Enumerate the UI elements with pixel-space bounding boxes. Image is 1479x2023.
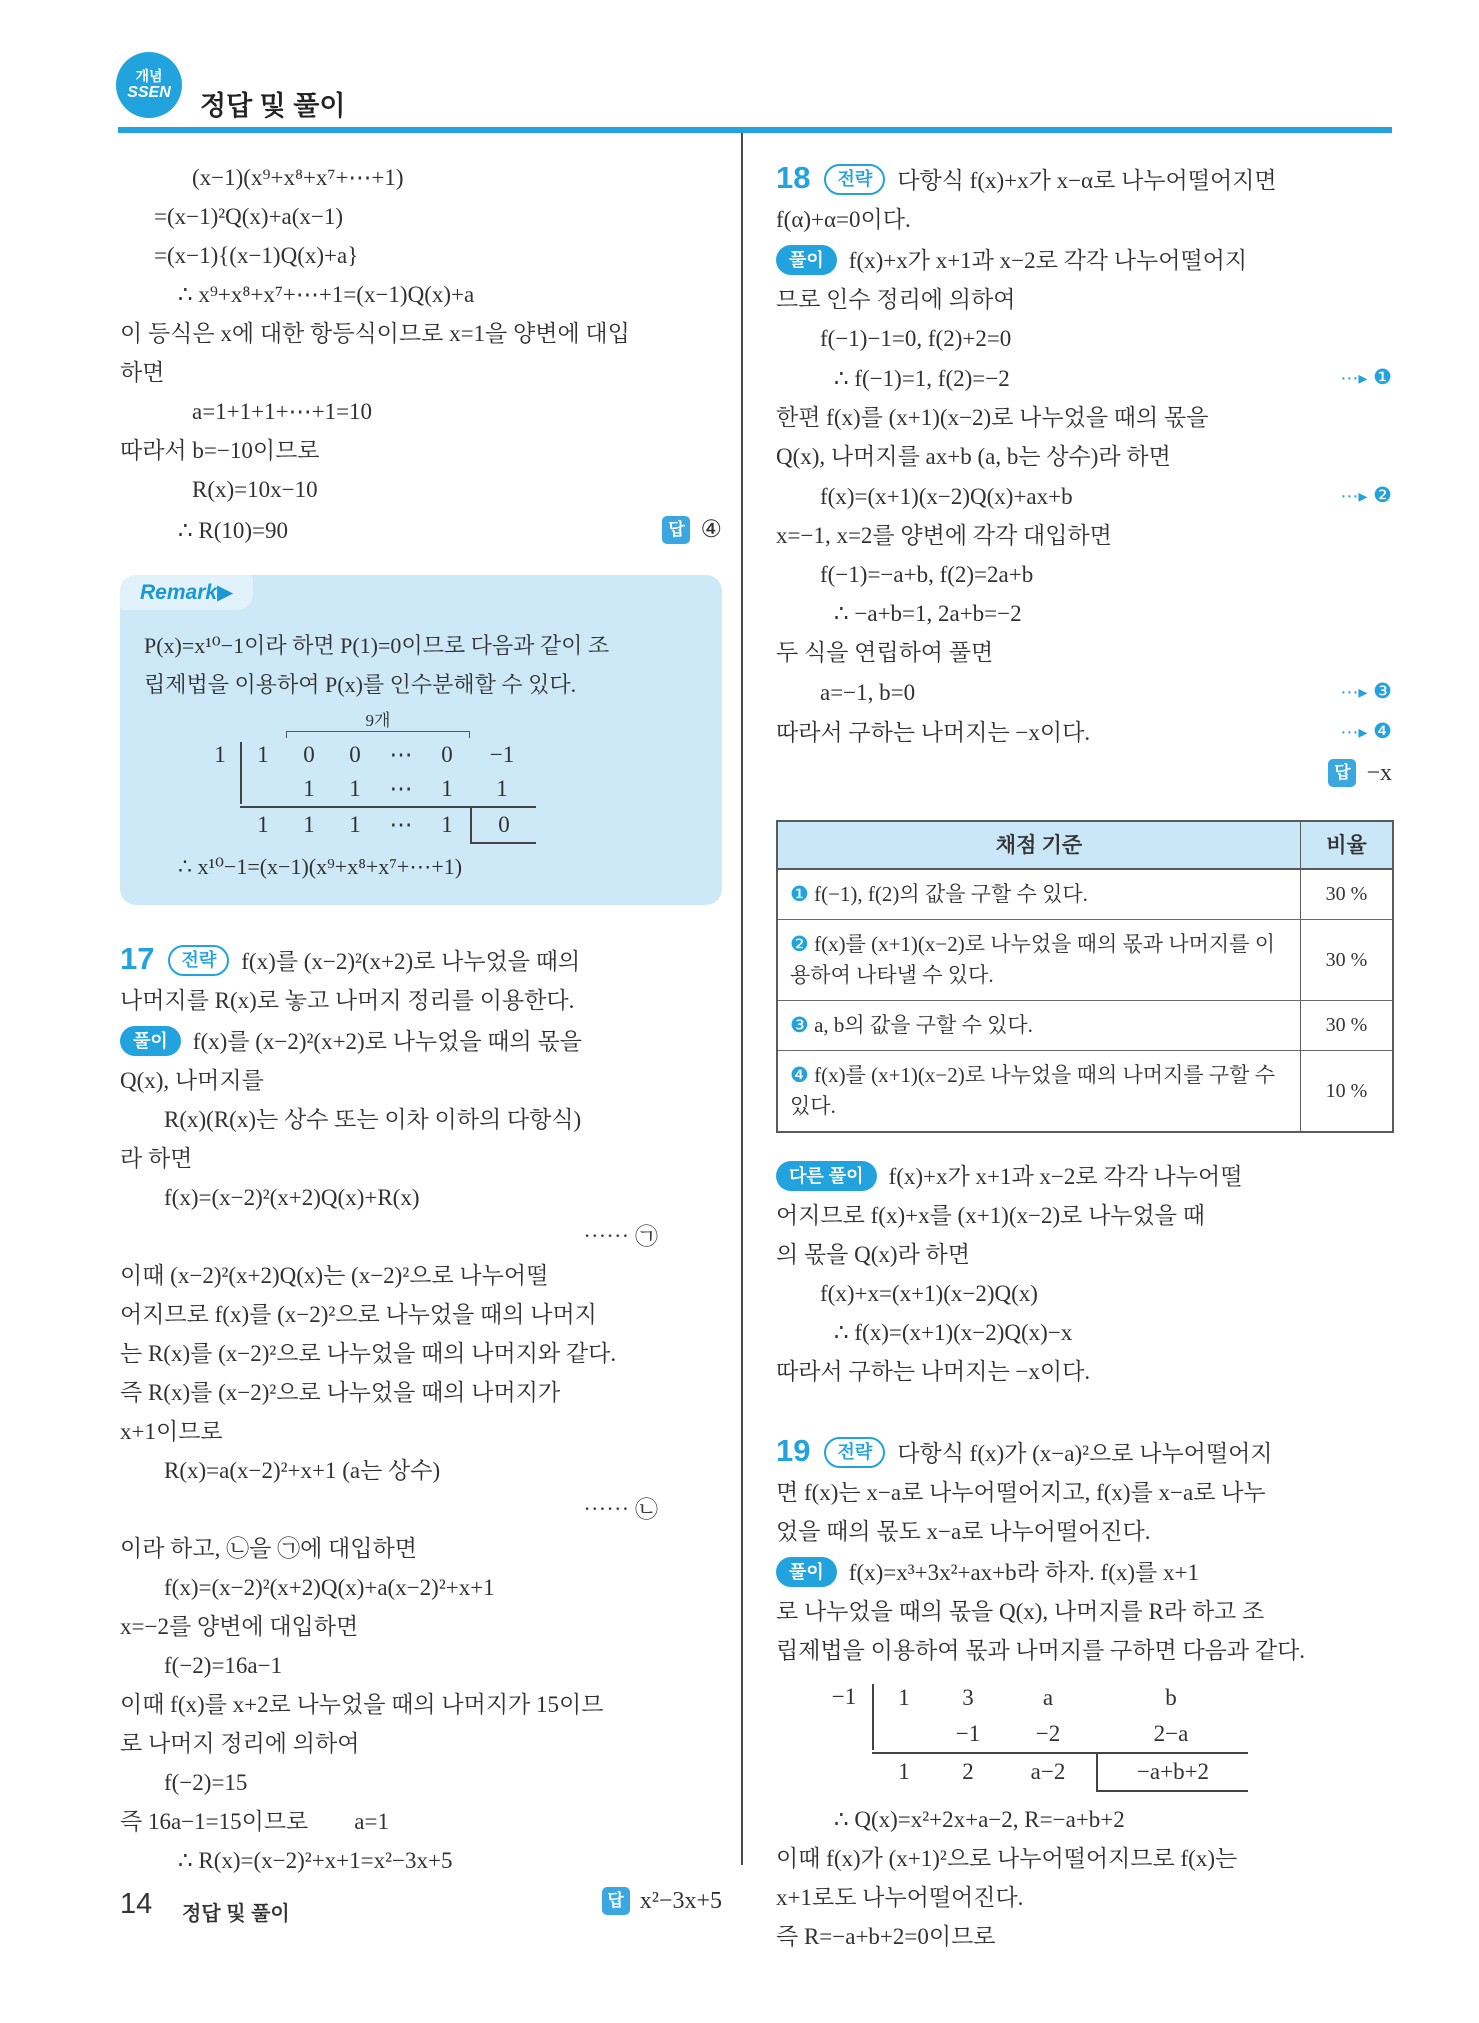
problem-number: 19 (776, 1433, 811, 1468)
solution-16-continued (120, 158, 722, 551)
strategy-badge: 전략 (824, 164, 885, 195)
synthetic-cell: 0 (349, 742, 361, 767)
synthetic-divisor: 1 (214, 742, 226, 767)
synthetic-cell: −1 (489, 742, 515, 767)
math-line: ∴ −a+b=1, 2a+b=−2 (834, 601, 1022, 626)
text-line: 어지므로 f(x)를 (x−2)²으로 나누었을 때의 나머지 (120, 1302, 597, 1327)
synthetic-cell: ⋯ (389, 776, 413, 801)
circled-number-icon: ❹ (790, 1063, 809, 1087)
scored-line (776, 712, 1392, 752)
problem-19 (776, 1431, 1392, 1956)
synthetic-remainder-cell: −a+b+2 (1096, 1754, 1248, 1792)
math-line: =(x−1){(x−1)Q(x)+a} (154, 243, 359, 268)
text-line: 는 R(x)를 (x−2)²으로 나누었을 때의 나머지와 같다. (120, 1341, 617, 1366)
text-line: 므로 인수 정리에 의하여 (776, 287, 1016, 312)
synthetic-cell: 1 (441, 812, 453, 837)
text-line: 따라서 구하는 나머지는 −x이다. (776, 719, 1091, 745)
text-line: 한편 f(x)를 (x+1)(x−2)로 나누었을 때의 몫을 (776, 405, 1209, 430)
problem-heading (776, 158, 1392, 200)
score-marker (1340, 358, 1392, 398)
text-line: 하면 (120, 360, 165, 385)
criteria-text: f(−1), f(2)의 값을 구할 수 있다. (814, 882, 1088, 906)
reference-mark: ⋯⋯ ㉡ (583, 1497, 658, 1522)
circled-number-icon: ❷ (790, 932, 809, 956)
synthetic-cell: 1 (257, 742, 269, 767)
reference-mark: ⋯⋯ ㉠ (583, 1224, 658, 1249)
synthetic-cell: b (1165, 1685, 1177, 1710)
strategy-badge: 전략 (168, 945, 229, 976)
remark-text-line: 립제법을 이용하여 P(x)를 인수분해할 수 있다. (144, 672, 577, 697)
text-line: 면 f(x)는 x−a로 나누어떨어지고, f(x)를 x−a로 나누 (776, 1480, 1266, 1505)
alt-solution-first-line (776, 1157, 1392, 1196)
synthetic-row-3 (240, 806, 536, 844)
synthetic-cell: 1 (349, 776, 361, 801)
criteria-text: f(x)를 (x+1)(x−2)로 나누었을 때의 몫과 나머지를 이용하여 나타낼 수 있다. (790, 932, 1276, 987)
problem-18 (776, 158, 1392, 794)
synthetic-division-p19 (816, 1680, 1248, 1792)
synthetic-cell: 1 (898, 1759, 910, 1784)
math-line: ∴ R(10)=90 (178, 517, 289, 543)
math-line: f(x)+x=(x+1)(x−2)Q(x) (820, 1281, 1038, 1306)
synthetic-cell: 1 (257, 812, 269, 837)
solution-first-line (120, 1022, 722, 1061)
answer-value: ④ (700, 517, 722, 543)
ratio-cell: 30 % (1300, 1001, 1392, 1050)
math-line: f(x)=(x−2)²(x+2)Q(x)+R(x) (164, 1185, 420, 1210)
strategy-badge: 전략 (824, 1437, 885, 1468)
text-line: 이때 f(x)를 x+2로 나누었을 때의 나머지가 15이므 (120, 1692, 604, 1717)
synthetic-row-1 (816, 1680, 1248, 1716)
brand-logo-top-text: 개념 (135, 68, 163, 84)
criteria-cell (778, 920, 1300, 1000)
table-row (778, 1051, 1392, 1131)
answer (776, 752, 1392, 794)
synthetic-cell (872, 1716, 936, 1752)
answer-value: x²−3x+5 (639, 1888, 722, 1914)
score-marker (1340, 476, 1392, 516)
criteria-text: a, b의 값을 구할 수 있다. (814, 1013, 1033, 1037)
text-line: 라 하면 (120, 1146, 193, 1171)
synthetic-cell: 1 (898, 1685, 910, 1710)
solution-first-line (776, 1553, 1392, 1592)
math-line: ∴ f(−1)=1, f(2)=−2 (834, 365, 1010, 391)
result-line (120, 509, 722, 551)
math-line: f(x)=(x+1)(x−2)Q(x)+ax+b (820, 483, 1073, 509)
table-row (778, 920, 1392, 1001)
math-line: f(−2)=15 (164, 1770, 248, 1795)
circled-number-icon: ❶ (790, 882, 809, 906)
remark-title: Remark▶ (120, 575, 253, 610)
synthetic-cell: 1 (303, 812, 315, 837)
math-line: f(−1)=−a+b, f(2)=2a+b (820, 562, 1034, 587)
problem-number: 18 (776, 160, 811, 195)
synthetic-cell: 2 (962, 1759, 974, 1784)
scored-line (776, 672, 1392, 712)
answer-badge: 답 (602, 1887, 630, 1915)
text-line: 로 나누었을 때의 몫을 Q(x), 나머지를 R라 하고 조 (776, 1599, 1265, 1624)
text-line: 었을 때의 몫도 x−a로 나누어떨어진다. (776, 1519, 1151, 1544)
circled-number-icon: ❹ (1373, 719, 1392, 743)
text-line: 두 식을 연립하여 풀면 (776, 640, 994, 665)
ratio-header: 비율 (1300, 822, 1392, 868)
scored-line (776, 476, 1392, 516)
remark-box (120, 575, 722, 905)
synthetic-vertical-bar (872, 1684, 874, 1750)
synthetic-vertical-bar (240, 742, 242, 804)
text-line: 이라 하고, ㉡을 ㉠에 대입하면 (120, 1536, 417, 1561)
strategy-text: f(x)를 (x−2)²(x+2)로 나누었을 때의 (241, 949, 581, 974)
synthetic-divisor: −1 (831, 1684, 857, 1709)
dotted-arrow-icon: ⋯▸ (1340, 486, 1368, 507)
count-brace (286, 711, 470, 738)
right-column (776, 158, 1392, 1956)
table-row (778, 870, 1392, 920)
text-line: Q(x), 나머지를 ax+b (a, b는 상수)라 하면 (776, 444, 1171, 469)
answer (662, 509, 722, 551)
score-marker (1340, 712, 1392, 752)
text-line: 이 등식은 x에 대한 항등식이므로 x=1을 양변에 대입 (120, 321, 630, 346)
synthetic-cell: a (1042, 1685, 1054, 1710)
text-line: 즉 16a−1=15이므로 a=1 (120, 1809, 389, 1834)
text-line: x+1로도 나누어떨어진다. (776, 1885, 1024, 1910)
ratio-cell: 30 % (1300, 920, 1392, 1000)
criteria-header: 채점 기준 (995, 833, 1083, 857)
table-row (778, 1001, 1392, 1051)
alt-solution-text: f(x)+x가 x+1과 x−2로 각각 나누어떨 (888, 1164, 1243, 1189)
score-marker (1340, 672, 1392, 712)
footer-label: 정답 및 풀이 (182, 1903, 290, 1925)
solution-badge: 풀이 (776, 245, 837, 275)
text-line: f(α)+α=0이다. (776, 207, 911, 232)
problem-heading (776, 1431, 1392, 1473)
column-divider (741, 133, 743, 1865)
solution-badge: 풀이 (120, 1026, 181, 1056)
math-line: R(x)=a(x−2)²+x+1 (a는 상수) (164, 1458, 441, 1483)
solution-text: f(x)를 (x−2)²(x+2)로 나누었을 때의 몫을 (192, 1029, 582, 1054)
solution-first-line (776, 241, 1392, 280)
math-line: ∴ x⁹+x⁸+x⁷+⋯+1=(x−1)Q(x)+a (178, 282, 475, 307)
text-line: 따라서 구하는 나머지는 −x이다. (776, 1359, 1091, 1384)
synthetic-row-3 (872, 1752, 1248, 1792)
circled-number-icon: ❶ (1373, 365, 1392, 389)
synthetic-cell: 1 (303, 776, 315, 801)
dotted-arrow-icon: ⋯▸ (1340, 368, 1368, 389)
math-line: a=−1, b=0 (820, 679, 916, 705)
synthetic-cell: 0 (303, 742, 315, 767)
text-line: 로 나머지 정리에 의하여 (120, 1731, 360, 1756)
grading-table (776, 820, 1394, 1133)
math-line: R(x)(R(x)는 상수 또는 이차 이하의 다항식) (164, 1107, 582, 1132)
scored-line (776, 358, 1392, 398)
page-title: 정답 및 풀이 (200, 91, 346, 121)
synthetic-cell: ⋯ (389, 742, 413, 767)
math-line: R(x)=10x−10 (192, 477, 318, 502)
synthetic-cell: 1 (441, 776, 453, 801)
answer-value: −x (1366, 760, 1392, 786)
text-line: 나머지를 R(x)로 놓고 나머지 정리를 이용한다. (120, 988, 575, 1013)
dotted-arrow-icon: ⋯▸ (1340, 682, 1368, 703)
text-line: 의 몫을 Q(x)라 하면 (776, 1242, 970, 1267)
text-line: x=−1, x=2를 양변에 각각 대입하면 (776, 523, 1112, 548)
problem-heading (120, 939, 722, 981)
ratio-cell: 30 % (1300, 870, 1392, 919)
math-line: ∴ Q(x)=x²+2x+a−2, R=−a+b+2 (834, 1807, 1125, 1832)
text-line: x+1이므로 (120, 1419, 223, 1444)
solution-badge: 풀이 (776, 1557, 837, 1587)
synthetic-remainder-cell: 0 (470, 808, 536, 844)
circled-number-icon: ❷ (1373, 483, 1392, 507)
synthetic-cell: ⋯ (389, 812, 413, 837)
synthetic-cell (240, 772, 286, 806)
text-line: 따라서 b=−10이므로 (120, 438, 320, 463)
text-line: Q(x), 나머지를 (120, 1068, 264, 1093)
synthetic-cell: a−2 (1030, 1759, 1066, 1784)
answer-badge: 답 (662, 516, 690, 544)
strategy-text: 다항식 f(x)+x가 x−α로 나누어떨어지면 (897, 168, 1277, 193)
text-line: 립제법을 이용하여 몫과 나머지를 구하면 다음과 같다. (776, 1638, 1306, 1663)
circled-number-icon: ❸ (790, 1013, 809, 1037)
math-line: =(x−1)²Q(x)+a(x−1) (154, 204, 344, 229)
count-brace-label: 9개 (365, 711, 391, 730)
synthetic-cell: 2−a (1153, 1721, 1189, 1746)
brand-logo (116, 52, 182, 118)
criteria-cell (778, 1001, 1300, 1050)
solution-text: f(x)+x가 x+1과 x−2로 각각 나누어떨어지 (848, 248, 1248, 273)
text-line: 이때 f(x)가 (x+1)²으로 나누어떨어지므로 f(x)는 (776, 1846, 1238, 1871)
synthetic-division-remark (200, 711, 700, 844)
ratio-cell: 10 % (1300, 1051, 1392, 1131)
remark-conclusion: ∴ x¹⁰−1=(x−1)(x⁹+x⁸+x⁷+⋯+1) (178, 854, 463, 879)
solution-text: f(x)=x³+3x²+ax+b라 하자. f(x)를 x+1 (848, 1560, 1199, 1585)
brand-logo-bottom-text: SSEN (127, 84, 171, 101)
synthetic-cell: −1 (955, 1721, 981, 1746)
text-line: 이때 (x−2)²(x+2)Q(x)는 (x−2)²으로 나누어떨 (120, 1263, 549, 1288)
problem-number: 17 (120, 941, 155, 976)
math-line: f(−2)=16a−1 (164, 1653, 283, 1678)
synthetic-cell: 1 (496, 776, 508, 801)
count-brace-bar (286, 731, 470, 738)
grading-table-header (778, 822, 1392, 870)
remark-text-line: P(x)=x¹⁰−1이라 하면 P(1)=0이므로 다음과 같이 조 (144, 633, 610, 658)
alternative-solution (776, 1157, 1392, 1391)
text-line: 어지므로 f(x)+x를 (x+1)(x−2)로 나누었을 때 (776, 1203, 1205, 1228)
circled-number-icon: ❸ (1373, 679, 1392, 703)
page-number: 14 (120, 1888, 153, 1920)
math-line: ∴ f(x)=(x+1)(x−2)Q(x)−x (834, 1320, 1073, 1345)
header-rule (118, 127, 1392, 133)
synthetic-cell: 3 (962, 1685, 974, 1710)
math-line: ∴ R(x)=(x−2)²+x+1=x²−3x+5 (178, 1848, 453, 1873)
alt-solution-badge: 다른 풀이 (776, 1161, 877, 1191)
criteria-text: f(x)를 (x+1)(x−2)로 나누었을 때의 나머지를 구할 수 있다. (790, 1063, 1276, 1118)
synthetic-cell: 0 (441, 742, 453, 767)
answer-badge: 답 (1328, 759, 1356, 787)
synthetic-row-2 (240, 772, 536, 806)
synthetic-cell: −2 (1035, 1721, 1061, 1746)
problem-17 (120, 939, 722, 1922)
text-line: 즉 R=−a+b+2=0이므로 (776, 1924, 996, 1949)
synthetic-row-2 (872, 1716, 1248, 1752)
left-column (120, 158, 722, 1922)
math-line: (x−1)(x⁹+x⁸+x⁷+⋯+1) (192, 165, 404, 190)
synthetic-division-grid (200, 738, 536, 844)
criteria-cell (778, 870, 1300, 919)
math-line: f(x)=(x−2)²(x+2)Q(x)+a(x−2)²+x+1 (164, 1575, 495, 1600)
dotted-arrow-icon: ⋯▸ (1340, 722, 1368, 743)
text-line: x=−2를 양변에 대입하면 (120, 1614, 359, 1639)
math-line: f(−1)−1=0, f(2)+2=0 (820, 326, 1012, 351)
synthetic-row-1 (200, 738, 536, 772)
math-line: a=1+1+1+⋯+1=10 (192, 399, 373, 424)
criteria-cell (778, 1051, 1300, 1131)
strategy-text: 다항식 f(x)가 (x−a)²으로 나누어떨어지 (897, 1441, 1273, 1466)
text-line: 즉 R(x)를 (x−2)²으로 나누었을 때의 나머지가 (120, 1380, 561, 1405)
synthetic-cell: 1 (349, 812, 361, 837)
